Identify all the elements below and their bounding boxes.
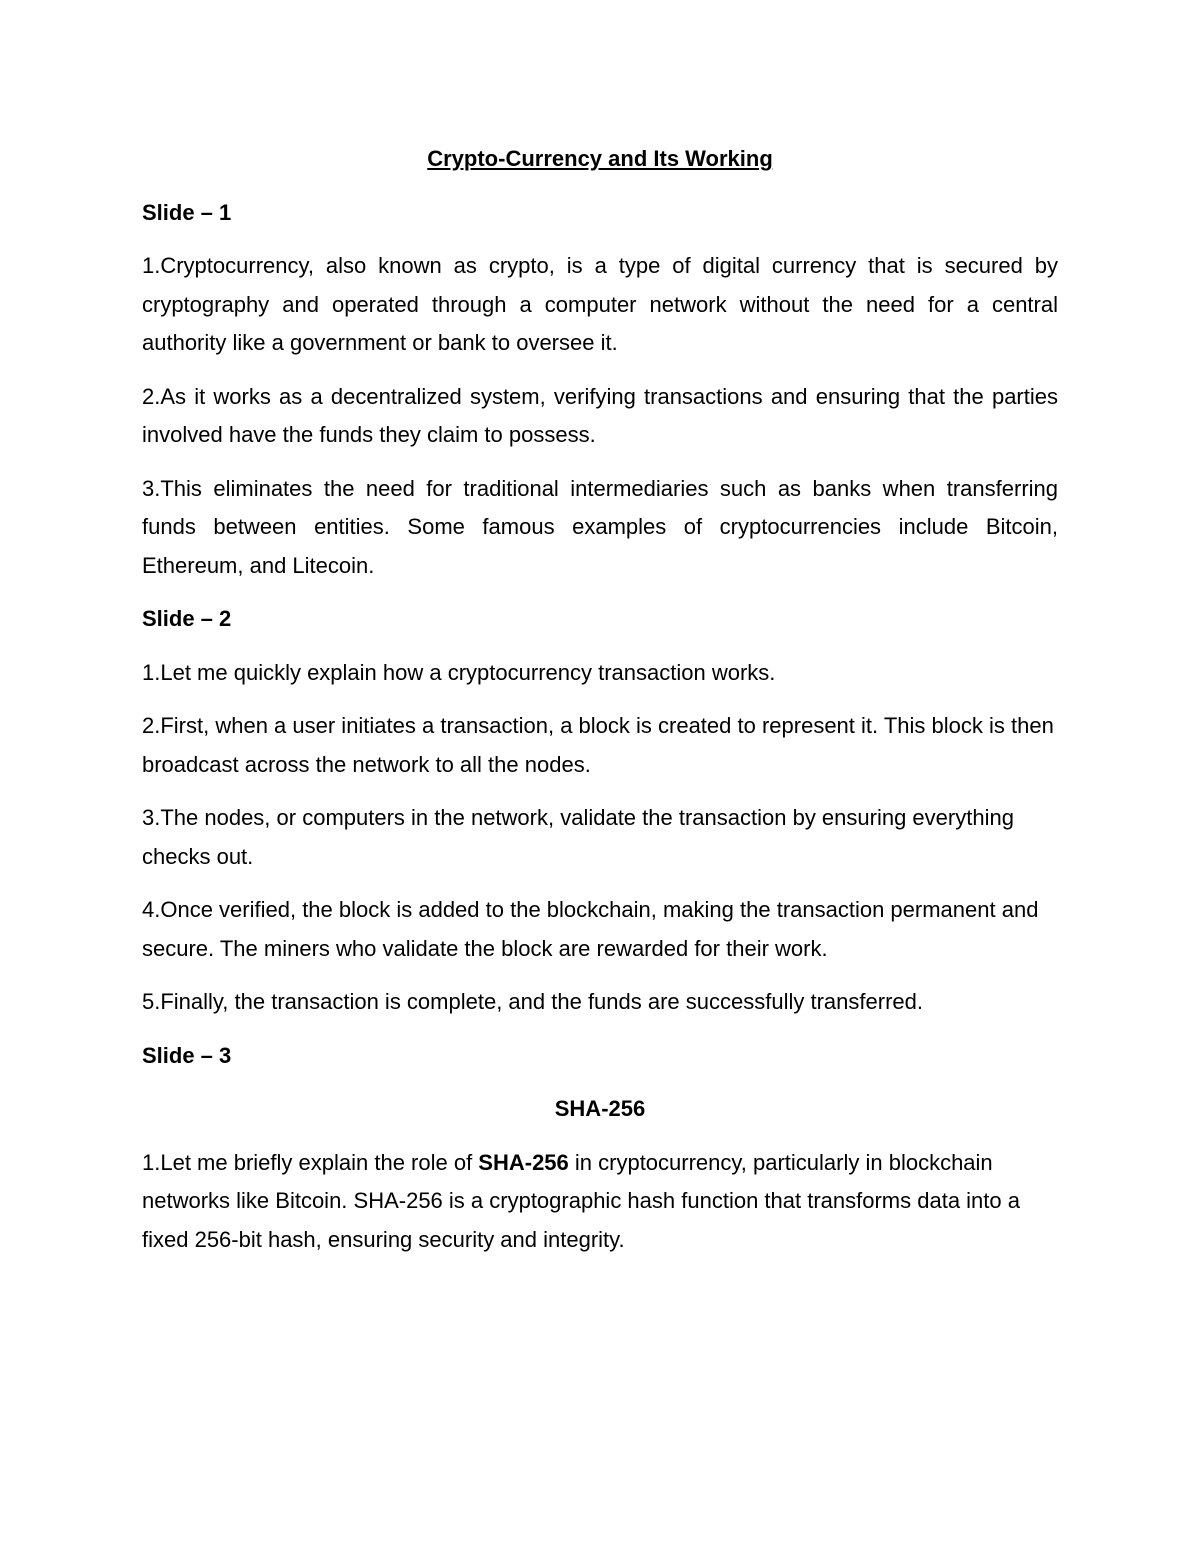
slide-1-heading: Slide – 1 — [142, 199, 232, 225]
slide-3-paragraph-1-suffix: in cryptocurrency, particularly in blockchain networks like Bitcoin. SHA-256 is a cryptographic hash function that transforms data into a fixed 256-bit hash, ensuring security and integrity. — [142, 1149, 1020, 1252]
slide-2-paragraph-2: 2.First, when a user initiates a transaction, a block is created to represent it. This block is then broadcast across the network to all the nodes. — [142, 713, 1054, 777]
slide-3-paragraph-1 — [142, 1144, 1058, 1260]
slide-1-paragraph-1: 1.Cryptocurrency, also known as crypto, is a type of digital currency that is secured by cryptography and operated through a computer network without the need for a central authority like a government or bank to oversee it. — [142, 253, 1058, 355]
slide-3-heading: Slide – 3 — [142, 1042, 232, 1068]
document-body — [142, 140, 1058, 1274]
slide-2-paragraph-1: 1.Let me quickly explain how a cryptocurrency transaction works. — [142, 659, 776, 685]
slide-2-paragraph-3: 3.The nodes, or computers in the network, validate the transaction by ensuring everything checks out. — [142, 805, 1014, 869]
document-title: Crypto-Currency and Its Working — [427, 146, 773, 171]
slide-1-paragraph-3: 3.This eliminates the need for traditional intermediaries such as banks when transferring funds between entities. Some famous examples of cryptocurrencies include Bitcoin, Ethereum, and Litecoin. — [142, 475, 1058, 578]
slide-3-paragraph-1-bold-term: SHA-256 — [478, 1149, 569, 1175]
slide-3-paragraph-1-prefix: 1.Let me briefly explain the role of — [142, 1149, 479, 1175]
sha256-heading: SHA-256 — [554, 1096, 646, 1121]
slide-2-heading: Slide – 2 — [142, 606, 232, 631]
slide-2-paragraph-4: 4.Once verified, the block is added to the blockchain, making the transaction permanent and secure. The miners who validate the block are rewarded for their work. — [142, 897, 1039, 961]
slide-1-paragraph-2: 2.As it works as a decentralized system, verifying transactions and ensuring that the parties involved have the funds they claim to possess. — [142, 383, 1058, 447]
slide-2-paragraph-5: 5.Finally, the transaction is complete, and the funds are successfully transferred. — [142, 989, 923, 1014]
